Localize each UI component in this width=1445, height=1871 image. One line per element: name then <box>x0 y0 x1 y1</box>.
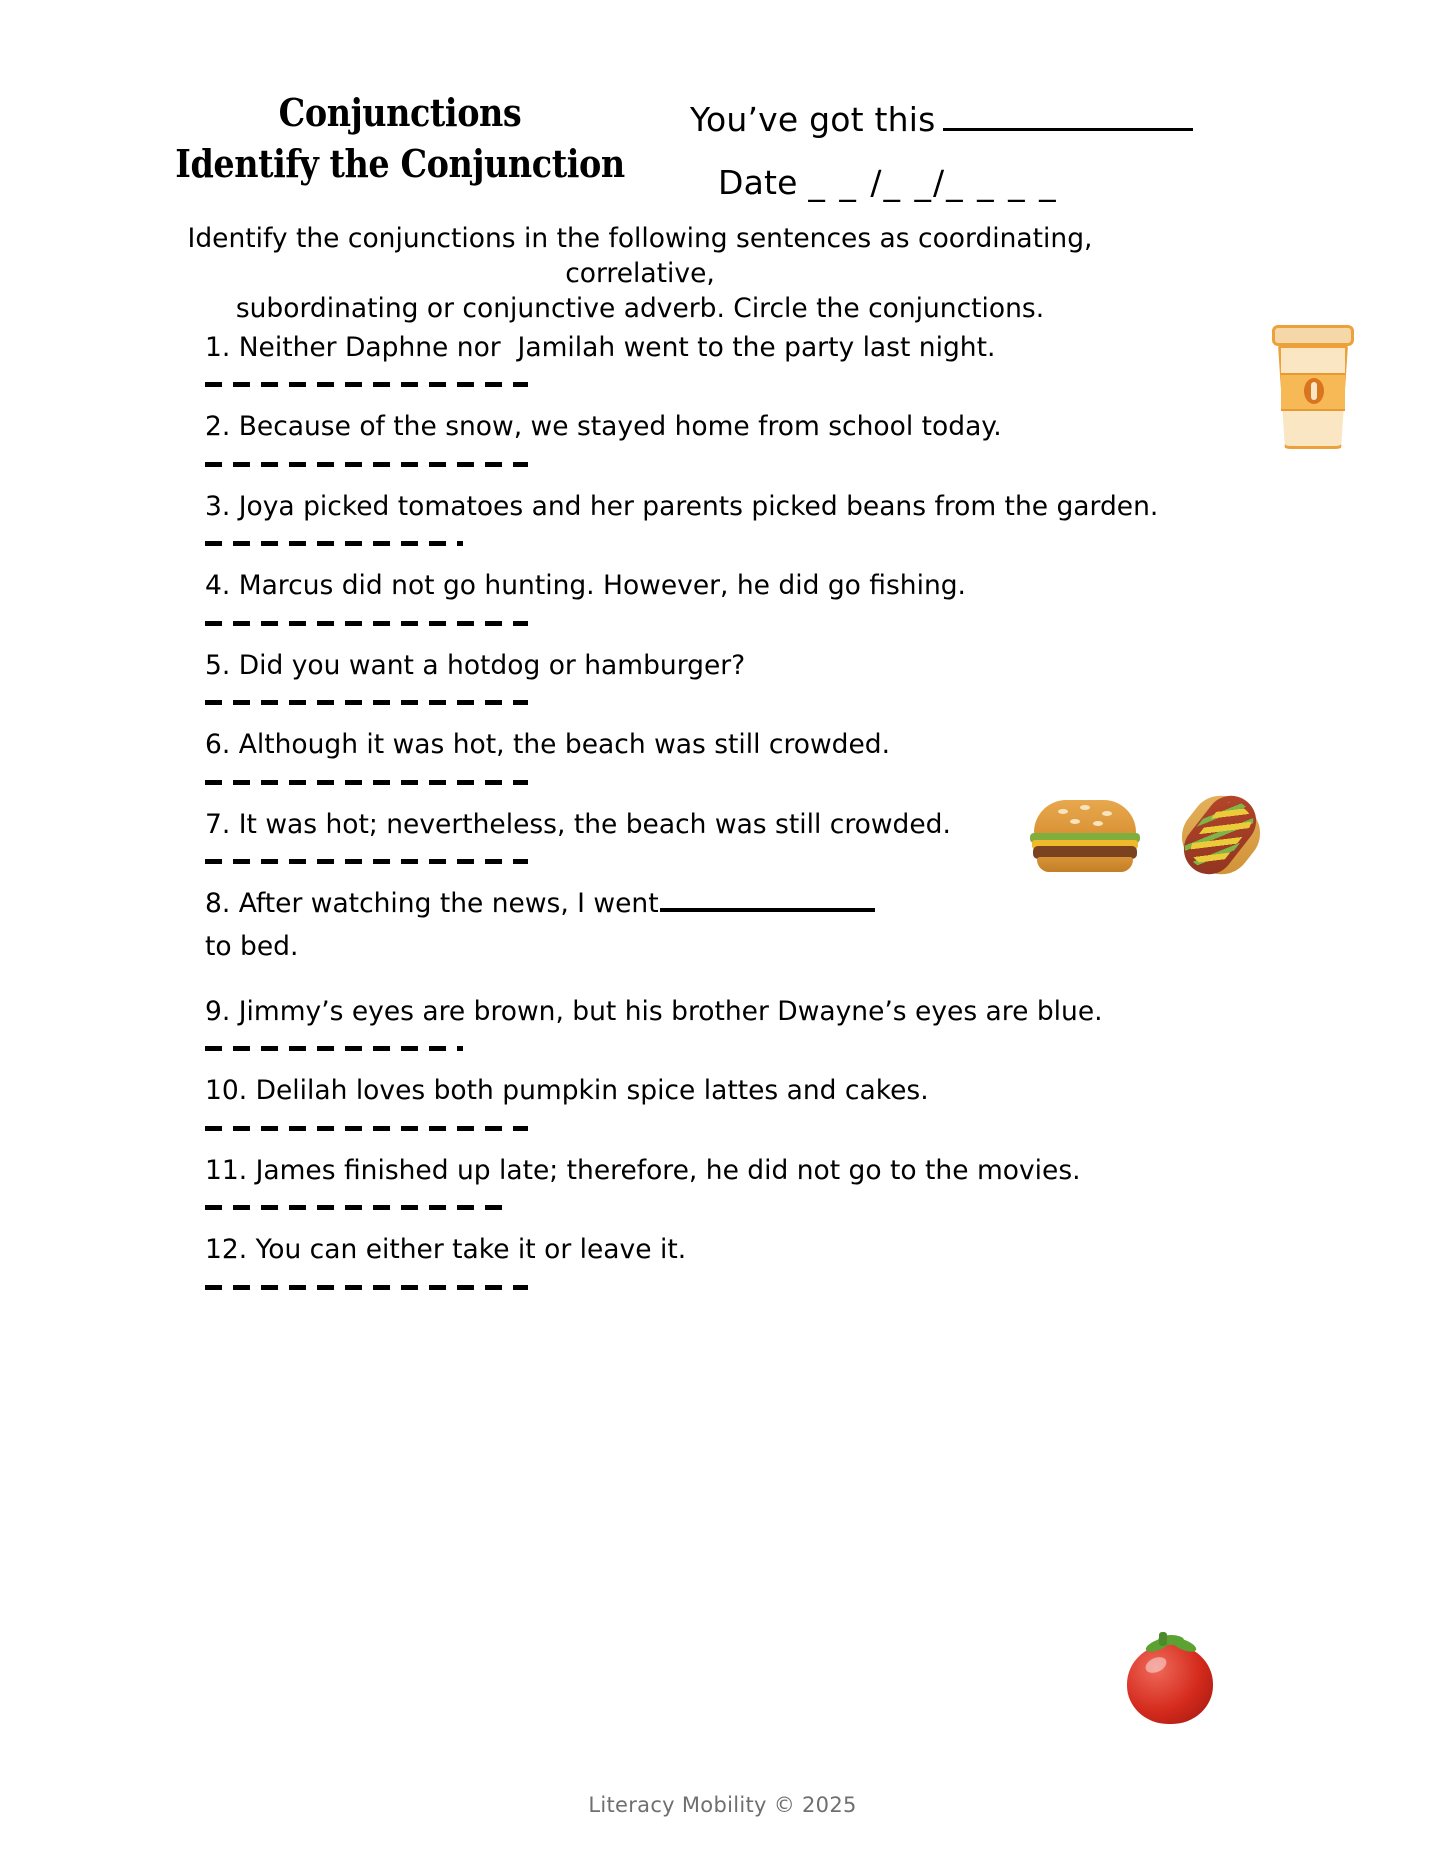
question-item <box>205 1220 1325 1289</box>
question-text: 2. Because of the snow, we stayed home from school today. <box>205 411 1002 443</box>
answer-blank-line[interactable] <box>205 859 528 864</box>
answer-blank-line[interactable] <box>205 541 463 546</box>
date-label: Date <box>718 162 798 202</box>
question-item <box>205 556 1325 625</box>
question-text: 7. It was hot; nevertheless, the beach was still crowded. <box>205 808 951 840</box>
answer-blank-line[interactable] <box>205 780 528 785</box>
answer-blank-line[interactable] <box>205 621 528 626</box>
date-row <box>718 161 1390 206</box>
question-text: 6. Although it was hot, the beach was still crowded. <box>205 729 891 761</box>
question-text <box>205 874 1325 921</box>
question-text: 4. Marcus did not go hunting. However, he did go fishing. <box>205 570 966 602</box>
name-blank-line[interactable] <box>943 106 1193 131</box>
question-item <box>205 874 1325 982</box>
question-item <box>205 318 1325 387</box>
question-text: 3. Joya picked tomatoes and her parents picked beans from the garden. <box>205 490 1159 522</box>
worksheet-header <box>0 0 1445 215</box>
question-item <box>205 397 1325 466</box>
name-prompt-row <box>690 98 1390 143</box>
question-text: 12. You can either take it or leave it. <box>205 1234 687 1266</box>
answer-blank-line[interactable] <box>205 462 528 467</box>
tomato-icon <box>1125 1630 1217 1726</box>
page-title-primary: Conjunctions <box>278 90 522 135</box>
question-text: 10. Delilah loves both pumpkin spice lattes and cakes. <box>205 1075 929 1107</box>
name-prompt-label: You’ve got this <box>690 100 936 139</box>
coffee-cup-icon <box>1272 325 1354 449</box>
answer-blank-line[interactable] <box>205 382 528 387</box>
answer-blank-line[interactable] <box>205 700 528 705</box>
instructions-line-2: subordinating or conjunctive adverb. Circle the conjunctions. <box>235 292 1045 324</box>
answer-blank-inline[interactable] <box>660 892 875 912</box>
answer-blank-line[interactable] <box>205 1046 463 1051</box>
footer-copyright: Literacy Mobility © 2025 <box>588 1793 857 1817</box>
title-block <box>120 92 680 185</box>
answer-blank-line[interactable] <box>205 1205 506 1210</box>
page-title-secondary: Identify the Conjunction <box>175 140 625 186</box>
question-text: 1. Neither Daphne nor Jamilah went to the party last night. <box>205 332 996 363</box>
answer-blank-line[interactable] <box>205 1126 528 1131</box>
question-text-before-blank: 8. After watching the news, I went <box>205 888 659 920</box>
question-text: 5. Did you want a hotdog or hamburger? <box>205 649 746 681</box>
hamburger-icon <box>1030 800 1140 872</box>
question-item <box>205 1141 1325 1210</box>
question-item <box>205 795 1325 864</box>
instructions-line-1: Identify the conjunctions in the following sentences as coordinating, correlative, <box>187 223 1093 289</box>
question-text: 11. James finished up late; therefore, he did not go to the movies. <box>205 1154 1081 1186</box>
hotdog-icon <box>1175 790 1267 880</box>
question-text-continued: to bed. <box>205 930 299 962</box>
question-item <box>205 715 1325 784</box>
question-item <box>205 1061 1325 1130</box>
question-item <box>205 477 1325 546</box>
answer-blank-line[interactable] <box>205 1285 528 1290</box>
question-item <box>205 982 1325 1051</box>
question-text: 9. Jimmy’s eyes are brown, but his brother Dwayne’s eyes are blue. <box>205 995 1103 1027</box>
question-list <box>205 318 1325 1300</box>
name-date-block <box>690 98 1390 205</box>
instructions-block <box>140 222 1140 327</box>
question-item <box>205 636 1325 705</box>
date-blank-slots[interactable]: _ _ /_ _/_ _ _ _ <box>808 162 1058 202</box>
